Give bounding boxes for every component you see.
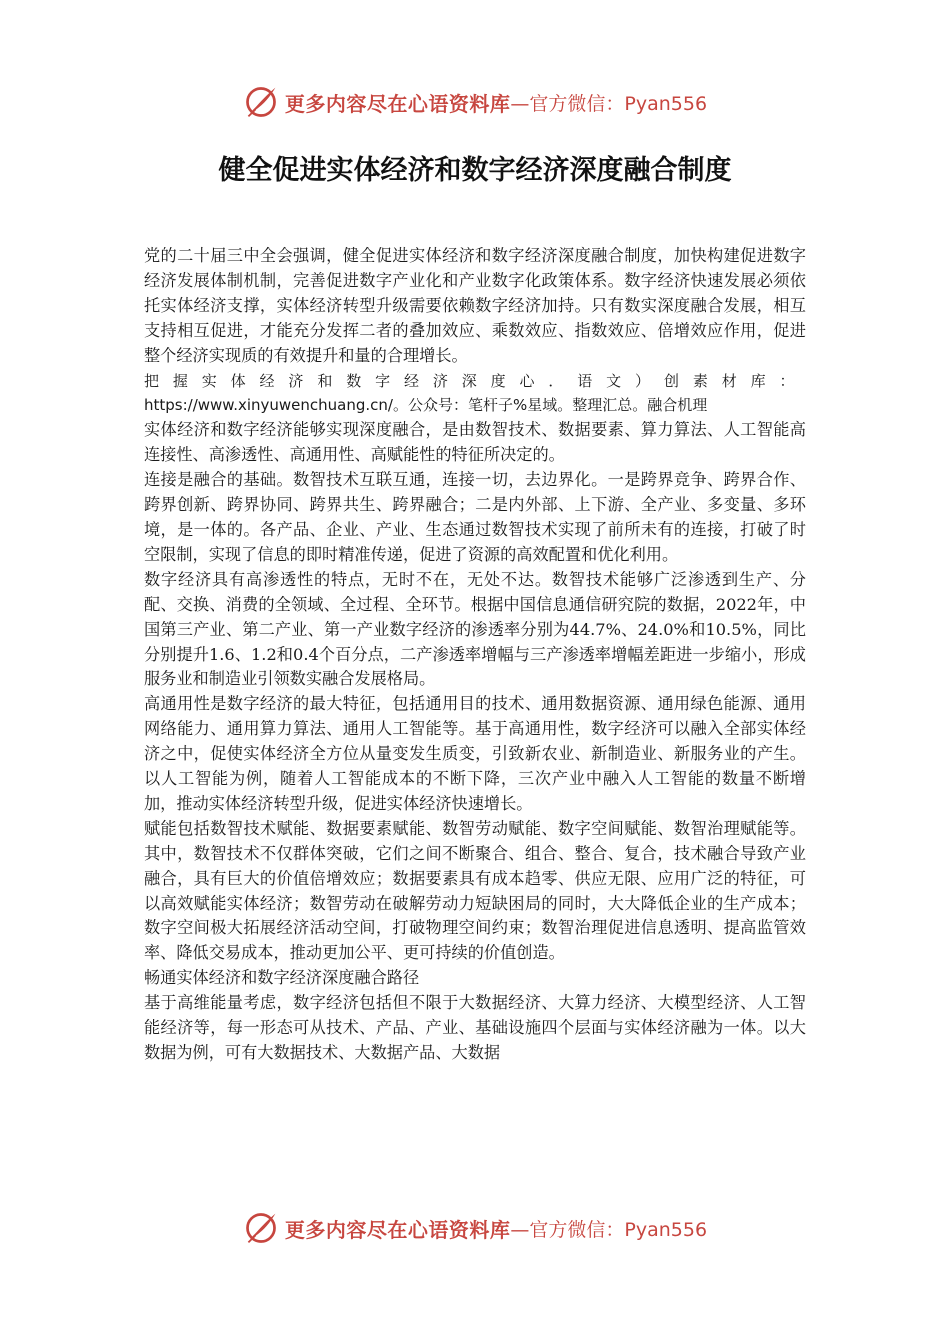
article-body (144, 244, 806, 1066)
paragraph: 赋能包括数智技术赋能、数据要素赋能、数智劳动赋能、数字空间赋能、数智治理赋能等。其中，数智技术不仅群体突破，它们之间不断聚合、组合、整合、复合，技术融合导致产业融合，具有巨大的价值倍增效应；数据要素具有成本趋零、供应无限、应用广泛的特征，可以高效赋能实体经济；数智劳动在破解劳动力短缺困局的同时，大大降低企业的生产成本；数字空间极大拓展经济活动空间，打破物理空间约束；数智治理促进信息透明、提高监管效率、降低交易成本，推动更加公平、更可持续的价值创造。 (144, 818, 806, 963)
paragraph: 实体经济和数字经济能够实现深度融合，是由数智技术、数据要素、算力算法、人工智能高连接性、高渗透性、高通用性、高赋能性的特征所决定的。 (144, 420, 806, 465)
feather-pen-logo-icon (243, 1210, 279, 1246)
feather-pen-logo-icon (243, 84, 279, 120)
paragraph: 高通用性是数字经济的最大特征，包括通用目的技术、通用数据资源、通用绿色能源、通用网络能力、通用算力算法、通用人工智能等。基于高通用性，数字经济可以融入全部实体经济之中，促使实体经济全方位从量变发生质变，引致新农业、新制造业、新服务业的产生。以人工智能为例，随着人工智能成本的不断下降，三次产业中融入人工智能的数量不断增加，推动实体经济转型升级，促进实体经济快速增长。 (144, 694, 806, 813)
header-banner (0, 82, 950, 122)
banner-suffix: —官方微信：Pyan556 (510, 92, 708, 115)
banner-suffix: —官方微信：Pyan556 (510, 1218, 708, 1241)
page-title: 健全促进实体经济和数字经济深度融合制度 (218, 155, 732, 186)
paragraph: 基于高维能量考虑，数字经济包括但不限于大数据经济、大算力经济、大模型经济、人工智能经济等，每一形态可从技术、产品、产业、基础设施四个层面与实体经济融为一体。以大数据为例，可有大数据技术、大数据产品、大数据 (144, 993, 806, 1062)
source-url[interactable]: https://www.xinyuwenchuang.cn/ (144, 396, 393, 415)
banner-text: 更多内容尽在心语资料库 (284, 1217, 511, 1242)
source-prefix: 把握实体经济和数字经济深度心．语文）创素材库： (144, 371, 806, 390)
source-rest: 。公众号：笔杆子%星域。整理汇总。融合机理 (392, 396, 708, 415)
section-heading: 畅通实体经济和数字经济深度融合路径 (144, 968, 420, 988)
paragraph: 数字经济具有高渗透性的特点，无时不在，无处不达。数智技术能够广泛渗透到生产、分配、交换、消费的全领域、全过程、全环节。根据中国信息通信研究院的数据，2022年，中国第三产业、第二产业、第一产业数字经济的渗透率分别为44.7%、24.0%和10.5%，同比分别提升1.6、1.2和0.4个百分点，二产渗透率增幅与三产渗透率增幅差距进一步缩小，形成服务业和制造业引领数实融合发展格局。 (144, 569, 806, 689)
paragraph: 连接是融合的基础。数智技术互联互通，连接一切，去边界化。一是跨界竞争、跨界合作、跨界创新、跨界协同、跨界共生、跨界融合；二是内外部、上下游、全产业、多变量、多环境，是一体的。各产品、企业、产业、生态通过数智技术实现了前所未有的连接，打破了时空限制，实现了信息的即时精准传递，促进了资源的高效配置和优化利用。 (144, 470, 806, 564)
footer-banner (0, 1208, 950, 1248)
paragraph: 党的二十届三中全会强调，健全促进实体经济和数字经济深度融合制度，加快构建促进数字经济发展体制机制，完善促进数字产业化和产业数字化政策体系。数字经济快速发展必须依托实体经济支撑，实体经济转型升级需要依赖数字经济加持。只有数实深度融合发展，相互支持相互促进，才能充分发挥二者的叠加效应、乘数效应、指数效应、倍增效应作用，促进整个经济实现质的有效提升和量的合理增长。 (144, 246, 806, 365)
source-note (144, 369, 806, 419)
banner-text: 更多内容尽在心语资料库 (284, 91, 511, 116)
